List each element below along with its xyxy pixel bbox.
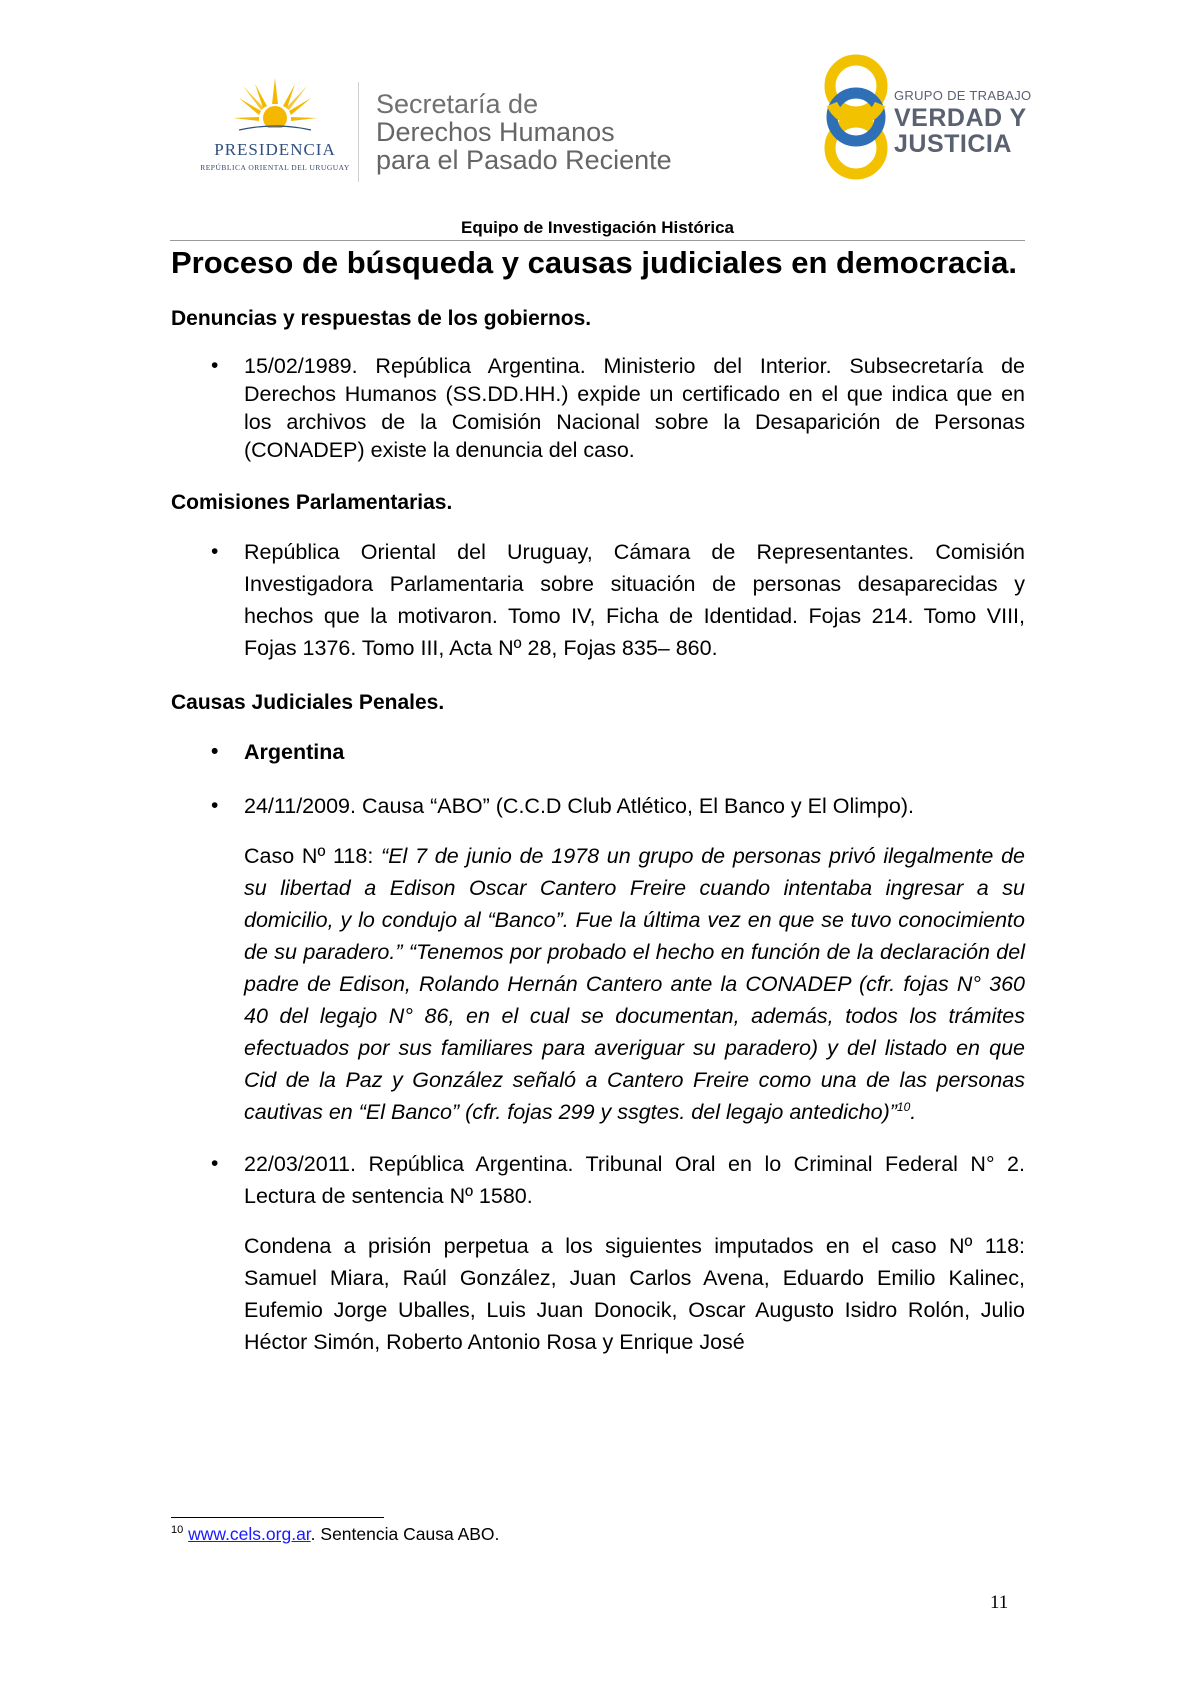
vj-small-text: GRUPO DE TRABAJO	[894, 88, 1032, 103]
vj-line-2: JUSTICIA	[894, 130, 1012, 158]
bullet-icon: •	[211, 740, 219, 763]
caso-prefix: Caso Nº 118:	[244, 844, 382, 868]
linked-rings-icon	[818, 54, 894, 180]
section-heading-comisiones: Comisiones Parlamentarias.	[171, 491, 453, 514]
header-rule	[170, 240, 1025, 241]
footnote-ref[interactable]: 10	[896, 1099, 911, 1114]
list-item-text: Argentina	[244, 740, 345, 764]
verdad-justicia-logo	[818, 54, 1032, 184]
list-item	[171, 536, 1025, 664]
presidencia-logo	[195, 78, 355, 178]
footnote-rule	[171, 1517, 384, 1518]
footnote-text: . Sentencia Causa ABO.	[310, 1524, 500, 1544]
presidencia-subtext: REPÚBLICA ORIENTAL DEL URUGUAY	[200, 163, 350, 172]
presidencia-text: PRESIDENCIA	[214, 140, 336, 159]
section-heading-causas: Causas Judiciales Penales.	[171, 691, 445, 714]
list-item-text: 15/02/1989. República Argentina. Ministerio del Interior. Subsecretaría de Derechos Humanos (SS.DD.HH.) expide un certificado en el que indica que en los archivos de la Comisión Nacional sobre la Desaparición de Personas (CONADEP) existe la denuncia del caso.	[244, 354, 1025, 462]
caso-paragraph	[171, 840, 1025, 1128]
bullet-icon: •	[211, 540, 219, 563]
list-item-text: 22/03/2011. República Argentina. Tribunal Oral en lo Criminal Federal N° 2. Lectura de sentencia Nº 1580.	[244, 1152, 1025, 1208]
list-item	[171, 352, 1025, 464]
footnote	[171, 1524, 499, 1545]
denuncias-list	[171, 352, 1025, 464]
list-item-text: 24/11/2009. Causa “ABO” (C.C.D Club Atlético, El Banco y El Olimpo).	[244, 794, 914, 818]
page-title: Proceso de búsqueda y causas judiciales en democracia.	[171, 245, 1017, 280]
section-heading-denuncias: Denuncias y respuestas de los gobiernos.	[171, 307, 592, 330]
caso-quote: “El 7 de junio de 1978 un grupo de personas privó ilegalmente de su libertad a Edison Oscar Cantero Freire cuando intentaba ingresar a su domicilio, y lo condujo al “Banco”. Fue la última vez en que se tuvo conocimiento de su paradero.” “Tenemos por probado el hecho en función de la declaración del padre de Edison, Rolando Hernán Cantero ante la CONADEP (cfr. fojas N° 360 40 del legajo N° 86, en el cual se documentan, además, todos los trámites efectuados por sus familiares para averiguar su paradero) y del listado en que Cid de la Paz y González señaló a Cantero Freire como una de las personas cautivas en “El Banco” (cfr. fojas 299 y ssgtes. del legajo antedicho)”	[244, 844, 1025, 1124]
list-item	[171, 790, 1025, 822]
page-number: 11	[990, 1592, 1009, 1613]
bullet-icon: •	[211, 794, 219, 817]
secretaria-line-3: para el Pasado Reciente	[376, 145, 672, 175]
bullet-icon: •	[211, 1152, 219, 1175]
footnote-number: 10	[171, 1524, 184, 1537]
condena-paragraph: Condena a prisión perpetua a los siguientes imputados en el caso Nº 118: Samuel Miara, Raúl González, Juan Carlos Avena, Eduardo Emilio Kalinec, Eufemio Jorge Uballes, Luis Juan Donocik, Oscar Augusto Isidro Rolón, Julio Héctor Simón, Roberto Antonio Rosa y Enrique José	[244, 1234, 1025, 1354]
secretaria-line-2: Derechos Humanos	[376, 117, 615, 147]
causas-list	[171, 736, 1025, 822]
secretaria-logo-text	[376, 90, 672, 174]
causas-list-2	[171, 1148, 1025, 1212]
list-item-text: República Oriental del Uruguay, Cámara de Representantes. Comisión Investigadora Parlamentaria sobre situación de personas desaparecidas y hechos que la motivaron. Tomo IV, Ficha de Identidad. Fojas 214. Tomo VIII, Fojas 1376. Tomo III, Acta Nº 28, Fojas 835– 860.	[244, 540, 1025, 660]
list-item	[171, 1148, 1025, 1212]
comisiones-list	[171, 536, 1025, 664]
caso-end: .	[910, 1100, 917, 1124]
bullet-icon: •	[211, 354, 219, 377]
footnote-link[interactable]: www.cels.org.ar	[188, 1524, 311, 1544]
vj-line-1: VERDAD Y	[894, 104, 1027, 132]
list-item-country	[171, 736, 1025, 768]
logo-divider	[358, 82, 359, 182]
document-body	[171, 243, 1025, 1358]
sun-emblem-icon	[233, 78, 317, 140]
header-team-name: Equipo de Investigación Histórica	[461, 218, 734, 237]
secretaria-line-1: Secretaría de	[376, 89, 539, 119]
